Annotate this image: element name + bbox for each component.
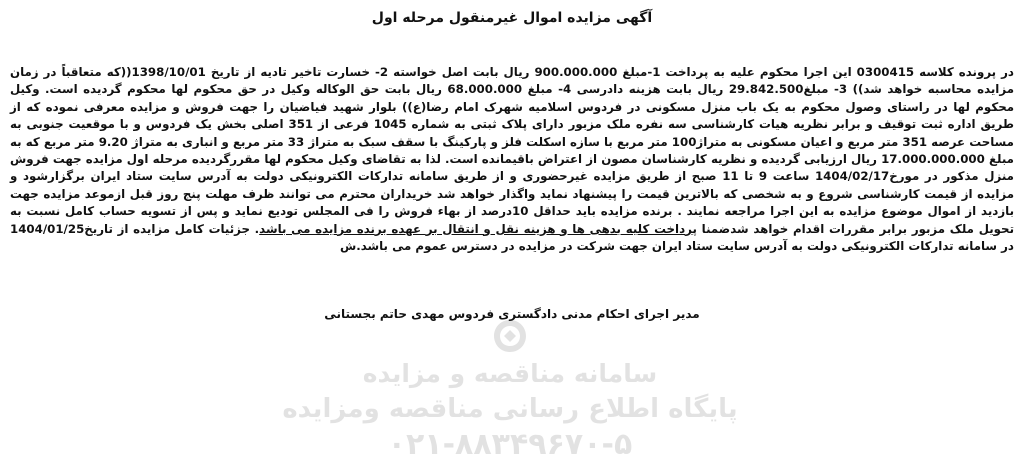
body-end-text: . جزئیات کامل مزایده از تاریخ1404/01/25 در سامانه تدارکات الکترونیکی دولت به آدرس سایت ستاد ایران جهت شرکت در مزایده در دسترس عموم می باشد.ش	[10, 221, 1014, 254]
watermark-phone: ۰۲۱-۸۸۳۴۹۶۷۰-۵	[387, 427, 633, 462]
signature-line: مدیر اجرای احکام مدنی دادگستری فردوس مهدی حاتم بجستانی	[324, 307, 700, 321]
watermark-line-1: سامانه مناقصه و مزایده	[362, 359, 658, 388]
notice-title: آگهی مزایده اموال غیرمنقول مرحله اول	[371, 10, 653, 26]
body-main-text: در پرونده کلاسه 0300415 این اجرا محکوم علیه به پرداخت 1-مبلغ 900.000.000 ریال بابت اصل خواسته 2- خسارت تاخیر تادیه از تاریخ 1398/10/01((که متعاقباً در زمان مزایده محاسبه خواهد شد)) 3- مبلغ29.842.500 ریال بابت هزینه دادرسی 4- مبلغ 68.000.000 ریال بابت حق الوکاله وکیل در حق محکوم لها محکوم گردیده است. وکیل محکوم لها در راستای وصول محکوم به یک باب منزل مسکونی در فردوس اسلامیه شهرک امام رضا(ع)) بلوار شهید فیاضیان را جهت فروش و مزایده معرفی نموده که از طریق اداره ثبت توقیف و برابر نظریه هیات کارشناسی سه نفره ملک مزبور دارای پلاک ثبتی به شماره 1045 فرعی از 351 اصلی بخش یک فردوس و با موقعیت جنوبی به مساحت عرصه 351 متر مربع و اعیان مسکونی به متراژ100 متر مربع با سازه اسکلت فلز و پارکینگ با سقف سبک به متراژ 33 متر مربع و انباری به متراژ 9.20 متر مربع که به مبلغ 17.000.000.000 ریال ارزیابی گردیده و نظریه کارشناسان مصون از اعتراض باقیمانده است. لذا به تقاضای وکیل محکوم لها مقررگردیده مرحله اول مزایده جهت فروش منزل مذکور در مورخ1404/02/17 ساعت 9 تا 11 صبح از طریق مزایده غیرحضوری و از طریق سامانه تدارکات الکترونیکی دولت به آدرس سایت ستاد ایران برگزارشود و مزایده از قیمت کارشناسی شروع و به شخصی که بالاترین قیمت را پیشنهاد نماید واگذار خواهد شد خریداران محترم می توانند ظرف مهلت پنج روز قبل ازموعد مزایده جهت بازدید از اموال موضوع مزایده به این اجرا مراجعه نمایند . برنده مزایده باید حداقل 10درصد از بهاء فروش را فی المجلس تودیع نماید و پس از تسویه حساب کامل نسبت به تحویل ملک مزبور برابر مقررات اقدام خواهد شدضمنا	[10, 65, 1015, 236]
body-underlined-text: پرداخت کلیه بدهی ها و هزینه نقل و انتقال بر عهده برنده مزایده می باشد	[259, 221, 697, 236]
watermark-line-2: پایگاه اطلاع رسانی مناقصه ومزایده	[282, 394, 738, 424]
notice-body	[10, 64, 1014, 255]
tender-portal-logo-icon	[490, 318, 530, 354]
watermark	[240, 318, 780, 464]
